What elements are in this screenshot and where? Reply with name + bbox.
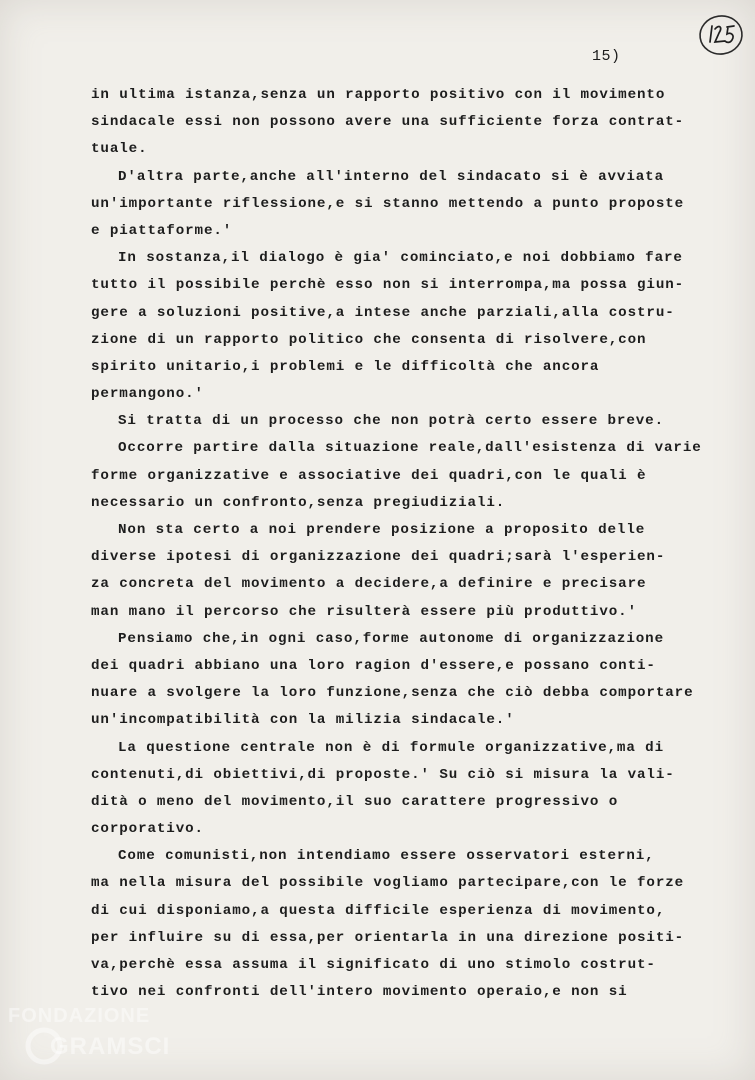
text-line: Pensiamo che,in ogni caso,forme autonome di organizzazione [118,630,665,647]
text-line: di cui disponiamo,a questa difficile esperienza di movimento, [91,902,666,919]
text-line: corporativo. [91,821,204,838]
text-line: spirito unitario,i problemi e le difficoltà che ancora [91,358,600,375]
svg-text:FONDAZIONE: FONDAZIONE [8,1005,151,1027]
text-line: sindacale essi non possono avere una sufficiente forza contrat- [91,114,685,131]
text-line: va,perchè essa assuma il significato di uno stimolo costrut- [91,957,656,973]
text-line: In sostanza,il dialogo è gia' cominciato,e noi dobbiamo fare [118,250,683,267]
text-line: tivo nei confronti dell'intero movimento operaio,e non si [91,984,628,1001]
foundation-watermark-logo [4,996,184,1080]
text-line: diverse ipotesi di organizzazione dei quadri;sarà l'esperien- [91,549,666,566]
text-line: za concreta del movimento a decidere,a definire e precisare [91,576,647,593]
text-line: forme organizzative e associative dei quadri,con le quali è [91,467,647,484]
text-line: per influire su di essa,per orientarla in una direzione positi- [91,929,685,946]
text-line: tuale. [91,141,148,158]
text-line: La questione centrale non è di formule organizzative,ma di [118,739,665,756]
text-line: un'importante riflessione,e si stanno mettendo a punto proposte [91,195,685,212]
text-line: permangono.' [91,386,204,403]
text-line: Occorre partire dalla situazione reale,dall'esistenza di varie [118,440,702,457]
document-body [91,82,702,1006]
text-line: gere a soluzioni positive,a intese anche parziali,alla costru- [91,304,675,321]
text-line: Non sta certo a noi prendere posizione a proposito delle [118,522,646,538]
text-line: dità o meno del movimento,il suo carattere progressivo o [91,793,619,810]
text-line: contenuti,di obiettivi,di proposte.' Su ciò si misura la vali- [91,766,675,783]
text-line: in ultima istanza,senza un rapporto positivo con il movimento [91,87,666,103]
text-line: e piattaforme.' [91,222,233,239]
svg-text:GRAMSCI: GRAMSCI [50,1033,171,1060]
archive-number-stamp [697,12,745,58]
text-line: necessario un confronto,senza pregiudiziali. [91,494,506,511]
text-line: nuare a svolgere la loro funzione,senza che ciò debba comportare [91,685,694,702]
text-line: dei quadri abbiano una loro ragion d'essere,e possano conti- [91,657,656,674]
text-line: tutto il possibile perchè esso non si interrompa,ma possa giun- [91,277,685,294]
text-line: Si tratta di un processo che non potrà certo essere breve. [118,413,665,430]
page-number: 15) [592,48,621,65]
text-line: ma nella misura del possibile vogliamo partecipare,con le forze [91,875,685,892]
text-line: man mano il percorso che risulterà essere più produttivo.' [91,603,638,620]
text-line: D'altra parte,anche all'interno del sindacato si è avviata [118,168,665,185]
text-line: un'incompatibilità con la milizia sindacale.' [91,712,515,729]
text-line: zione di un rapporto politico che consenta di risolvere,con [91,331,647,348]
text-line: Come comunisti,non intendiamo essere osservatori esterni, [118,848,655,865]
